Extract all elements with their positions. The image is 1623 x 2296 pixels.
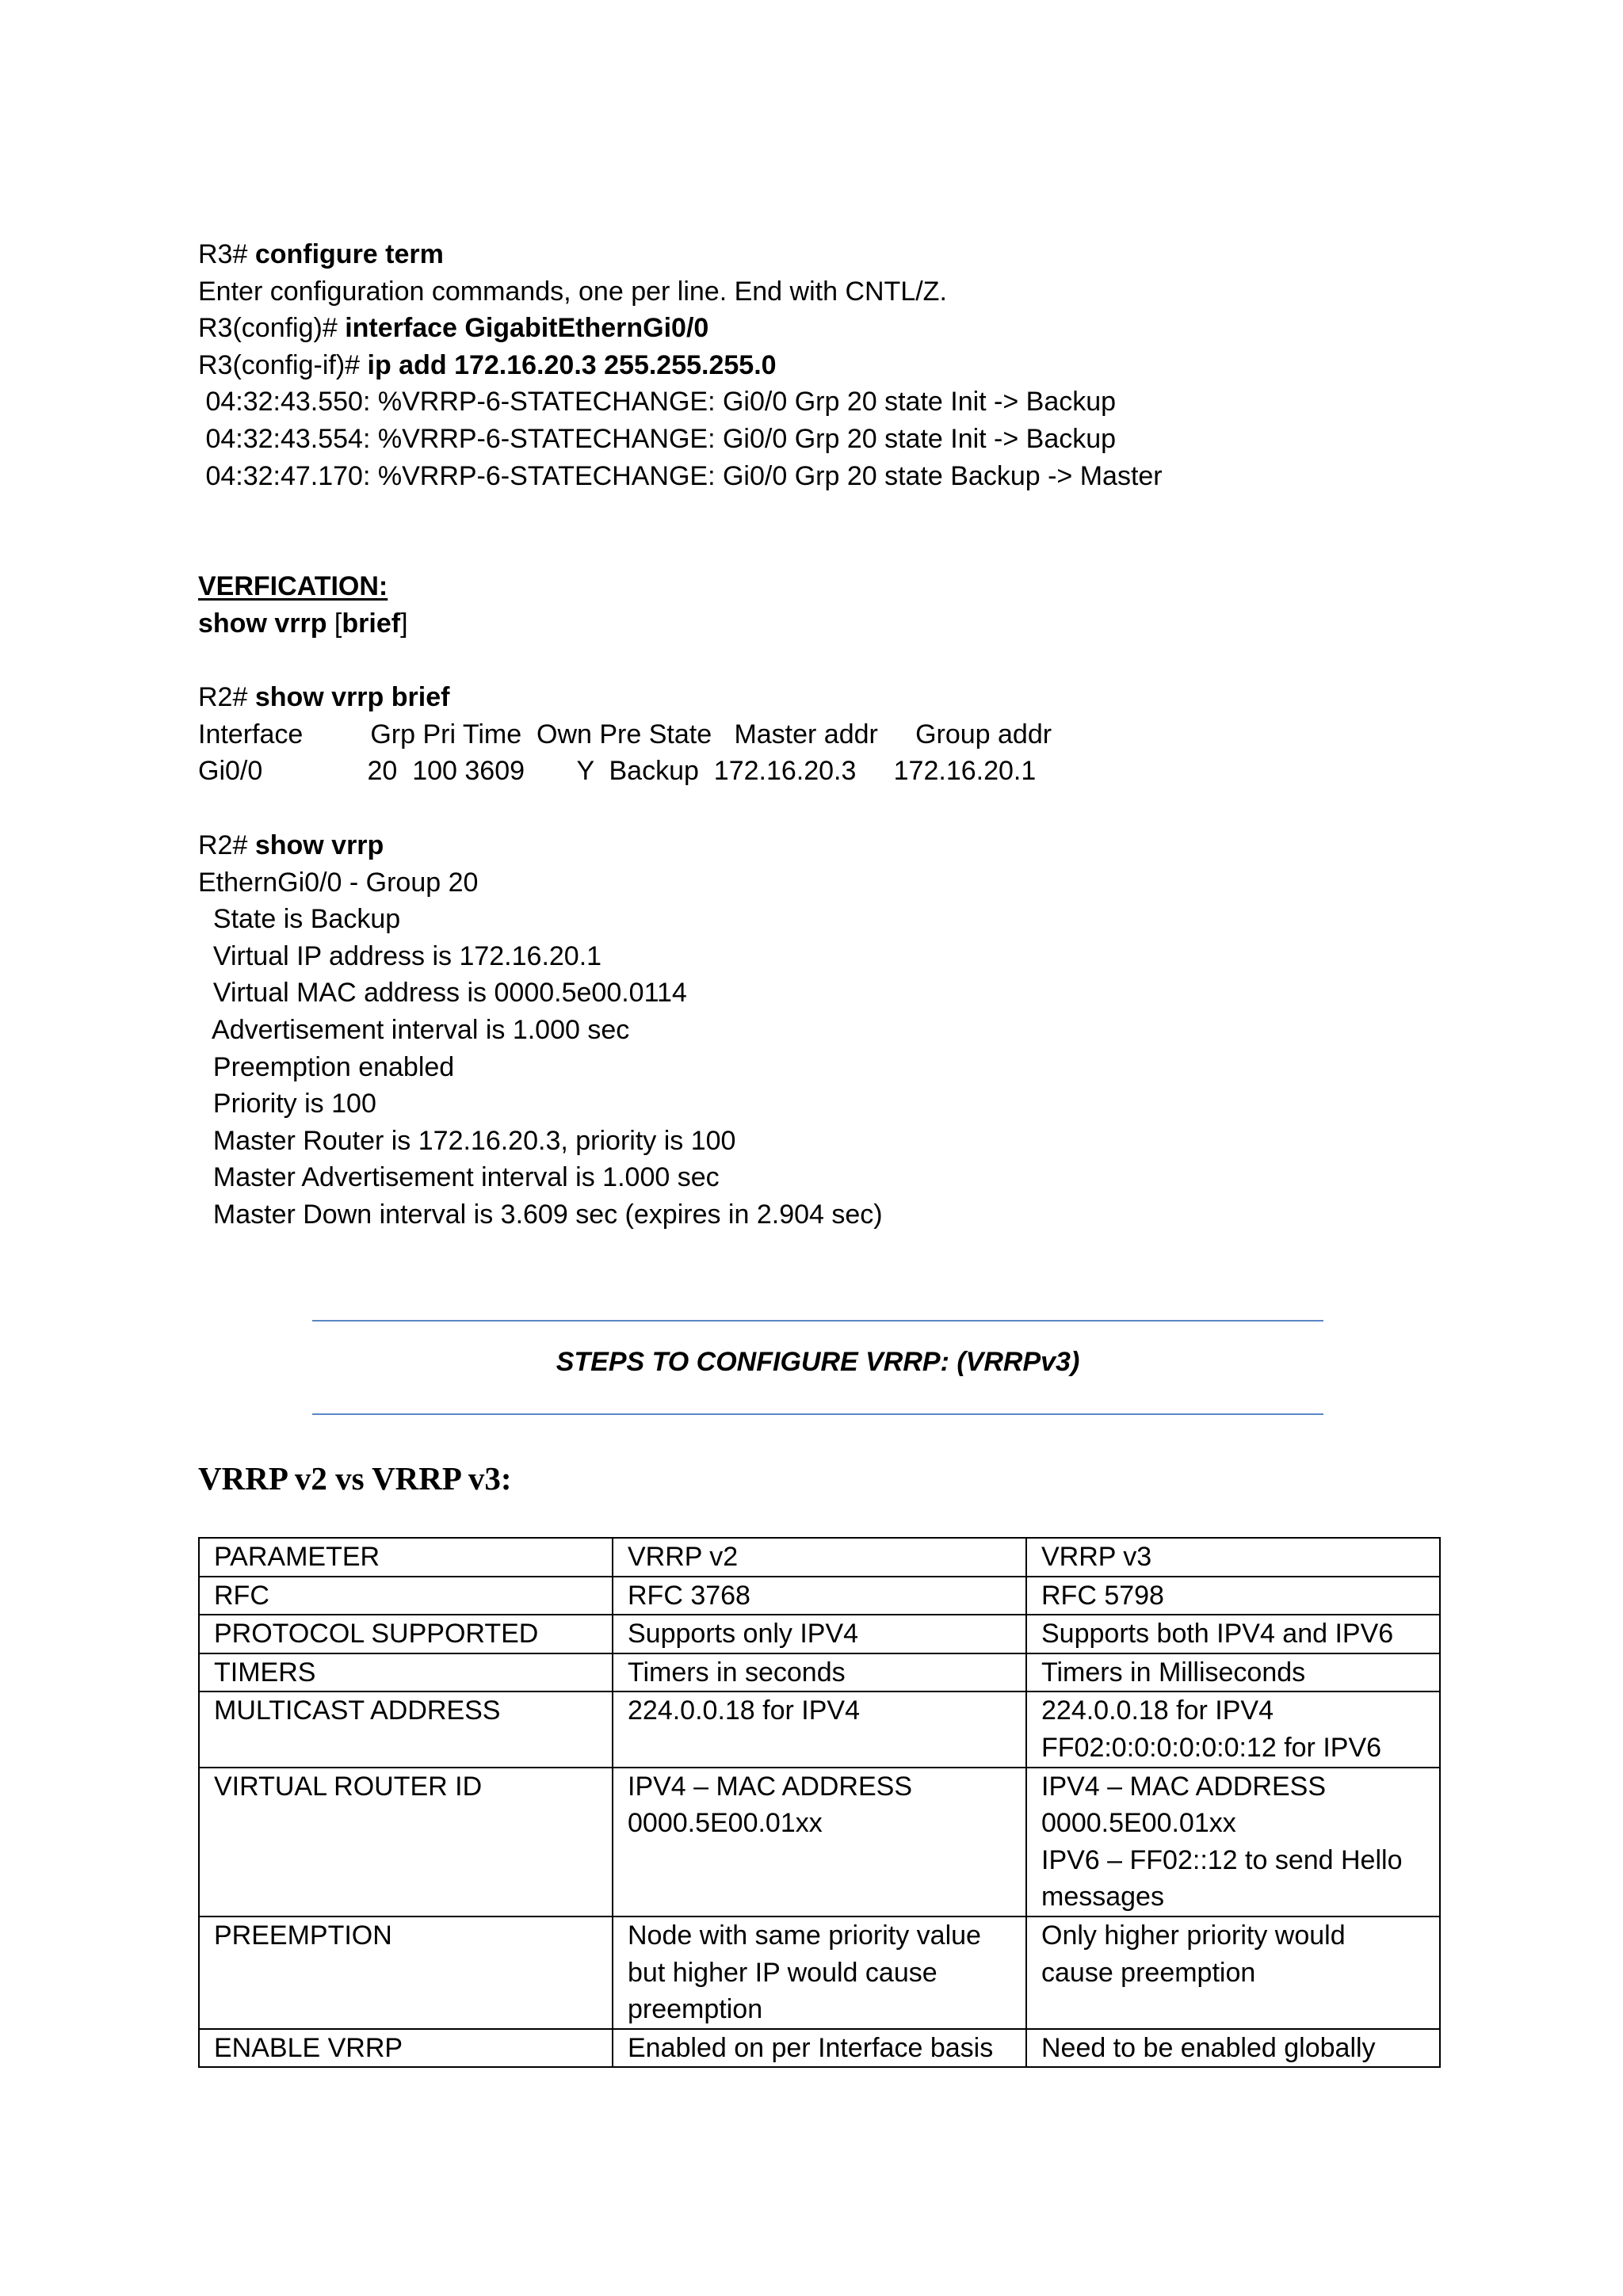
show-vrrp-brief-block [198, 679, 1482, 790]
brief-data-line: Gi0/0 20 100 3609 Y Backup 172.16.20.3 172.16.20.1 [198, 756, 1037, 787]
table-cell [1026, 1577, 1440, 1615]
cell-text: IPV4 – MAC ADDRESS [1041, 1771, 1327, 1802]
cell-text: PREEMPTION [214, 1920, 392, 1951]
cell-text: VRRP v3 [1041, 1542, 1152, 1572]
table-cell [199, 1538, 613, 1577]
config-line: R3# configure term [198, 239, 444, 269]
command-line: R2# show vrrp brief [198, 682, 450, 712]
output-line: EthernGi0/0 - Group 20 [198, 867, 479, 898]
cell-text: ENABLE VRRP [214, 2032, 403, 2063]
cell-text: RFC [214, 1580, 269, 1611]
cell-text: Node with same priority value [628, 1920, 981, 1951]
cell-text: VIRTUAL ROUTER ID [214, 1771, 483, 1802]
table-row [199, 1768, 1440, 1917]
cell-text: RFC 3768 [628, 1580, 750, 1611]
table-row [199, 1615, 1440, 1653]
log-line: 04:32:43.554: %VRRP-6-STATECHANGE: Gi0/0 Grp 20 state Init -> Backup [198, 423, 1117, 454]
table-row [199, 2029, 1440, 2068]
cell-text: PROTOCOL SUPPORTED [214, 1619, 539, 1650]
comparison-table-body [199, 1538, 1440, 2067]
divider-bottom [312, 1413, 1323, 1415]
config-line: R3(config)# interface GigabitEthernGi0/0 [198, 313, 709, 344]
config-output-block [198, 236, 1482, 494]
table-cell [613, 1577, 1026, 1615]
cell-text: MULTICAST ADDRESS [214, 1695, 501, 1726]
table-cell [199, 1577, 613, 1615]
cell-text: PARAMETER [214, 1542, 380, 1572]
table-cell [613, 1653, 1026, 1692]
cell-text: RFC 5798 [1041, 1580, 1164, 1611]
table-cell [613, 1615, 1026, 1653]
cell-text: 0000.5E00.01xx [628, 1808, 823, 1839]
log-line: 04:32:43.550: %VRRP-6-STATECHANGE: Gi0/0 Grp 20 state Init -> Backup [198, 387, 1117, 418]
output-line: Preemption enabled [198, 1051, 455, 1082]
verification-command: show vrrp [brief] [198, 608, 408, 639]
config-line: R3(config-if)# ip add 172.16.20.3 255.255.255.0 [198, 349, 777, 380]
cell-text: 0000.5E00.01xx [1041, 1808, 1236, 1839]
table-cell [1026, 1917, 1440, 2029]
table-row [199, 1917, 1440, 2029]
table-cell [613, 1691, 1026, 1767]
cell-text: Timers in seconds [628, 1657, 846, 1688]
table-cell [1026, 1768, 1440, 1917]
verification-heading: VERFICATION: [198, 571, 388, 601]
cell-text: IPV4 – MAC ADDRESS [628, 1771, 913, 1802]
table-row [199, 1653, 1440, 1692]
cell-text: Supports both IPV4 and IPV6 [1041, 1619, 1394, 1650]
table-cell [199, 2029, 613, 2068]
output-line: Virtual IP address is 172.16.20.1 [198, 940, 602, 971]
cell-text: 224.0.0.18 for IPV4 [1041, 1695, 1274, 1726]
output-line: Virtual MAC address is 0000.5e00.0114 [198, 978, 687, 1009]
table-cell [1026, 1691, 1440, 1767]
cell-text: messages [1041, 1882, 1164, 1913]
output-line: Priority is 100 [198, 1089, 376, 1119]
table-row [199, 1577, 1440, 1615]
table-cell [199, 1615, 613, 1653]
divider-top [312, 1320, 1323, 1322]
log-line: 04:32:47.170: %VRRP-6-STATECHANGE: Gi0/0 Grp 20 state Backup -> Master [198, 460, 1163, 491]
table-cell [1026, 2029, 1440, 2068]
output-line: Advertisement interval is 1.000 sec [198, 1014, 630, 1045]
cell-text: 224.0.0.18 for IPV4 [628, 1695, 860, 1726]
output-line: Master Down interval is 3.609 sec (expires in 2.904 sec) [198, 1199, 883, 1230]
table-cell [613, 1538, 1026, 1577]
brief-header-line: Interface Grp Pri Time Own Pre State Master addr Group addr [198, 719, 1052, 749]
cell-text: VRRP v2 [628, 1542, 739, 1572]
cell-text: Supports only IPV4 [628, 1619, 859, 1650]
output-line: Master Router is 172.16.20.3, priority is 100 [198, 1125, 736, 1156]
cell-text: but higher IP would cause [628, 1957, 938, 1988]
steps-heading: STEPS TO CONFIGURE VRRP: (VRRPv3) [556, 1347, 1080, 1377]
table-cell [199, 1691, 613, 1767]
table-cell [1026, 1615, 1440, 1653]
cell-text: Enabled on per Interface basis [628, 2032, 994, 2063]
config-line: Enter configuration commands, one per line. End with CNTL/Z. [198, 276, 947, 307]
show-vrrp-block [198, 827, 1482, 1234]
table-cell [199, 1917, 613, 2029]
verification-section [198, 568, 1482, 642]
cell-text: FF02:0:0:0:0:0:0:12 for IPV6 [1041, 1732, 1382, 1763]
cell-text: Timers in Milliseconds [1041, 1657, 1306, 1688]
table-cell [613, 1917, 1026, 2029]
command-line: R2# show vrrp [198, 830, 384, 860]
table-cell [613, 2029, 1026, 2068]
cell-text: cause preemption [1041, 1957, 1256, 1988]
cell-text: IPV6 – FF02::12 to send Hello [1041, 1844, 1403, 1875]
table-row [199, 1691, 1440, 1767]
table-cell [1026, 1538, 1440, 1577]
output-line: Master Advertisement interval is 1.000 sec [198, 1162, 720, 1193]
output-line: State is Backup [198, 904, 401, 935]
table-cell [1026, 1653, 1440, 1692]
table-cell [199, 1768, 613, 1917]
table-header-row [199, 1538, 1440, 1577]
table-cell [613, 1768, 1026, 1917]
table-cell [199, 1653, 613, 1692]
cell-text: preemption [628, 1994, 763, 2025]
cell-text: Only higher priority would [1041, 1920, 1346, 1951]
comparison-title: VRRP v2 vs VRRP v3: [198, 1460, 512, 1497]
comparison-table [198, 1537, 1441, 2068]
cell-text: Need to be enabled globally [1041, 2032, 1376, 2063]
cell-text: TIMERS [214, 1657, 316, 1688]
